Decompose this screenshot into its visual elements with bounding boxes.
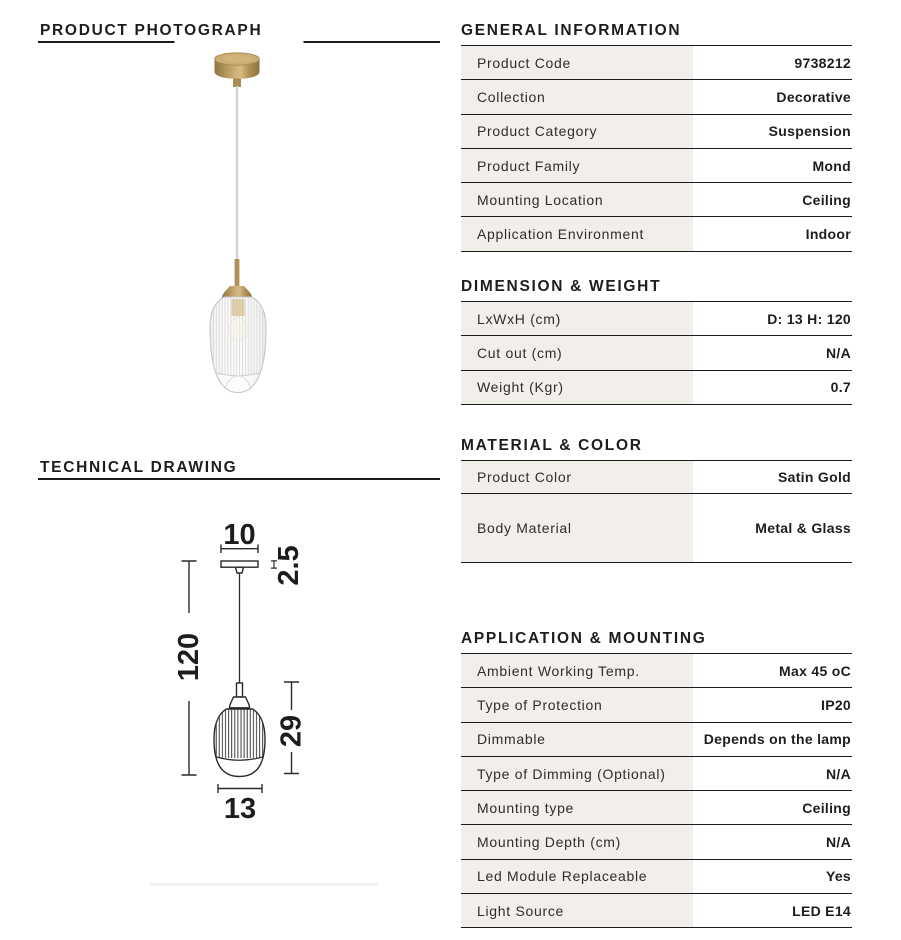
section-title: APPLICATION & MOUNTING xyxy=(461,630,707,647)
photo-section-title: PRODUCT PHOTOGRAPH xyxy=(40,22,263,39)
section-material-color xyxy=(461,437,852,563)
table-row xyxy=(461,115,852,149)
spec-label: Product Color xyxy=(461,461,693,493)
spec-label: Weight (Kgr) xyxy=(461,371,693,404)
section-application-mounting xyxy=(461,630,852,928)
table-row xyxy=(461,757,852,791)
spec-label: Dimmable xyxy=(461,723,693,756)
spec-value: N/A xyxy=(825,834,851,851)
spec-value: N/A xyxy=(825,765,851,782)
drawing-canopy-cup xyxy=(236,567,244,573)
spec-value: N/A xyxy=(825,344,851,361)
spec-label: Body Material xyxy=(461,494,693,562)
table-row xyxy=(461,654,852,688)
photo-title-underline xyxy=(38,41,440,43)
section-general-information xyxy=(461,22,852,252)
spec-value: Max 45 oC xyxy=(779,662,851,679)
section-title: GENERAL INFORMATION xyxy=(461,22,682,39)
table-row xyxy=(461,494,852,563)
spec-label: Cut out (cm) xyxy=(461,336,693,369)
table-row xyxy=(461,80,852,114)
spec-table xyxy=(461,460,852,563)
spec-label: Led Module Replaceable xyxy=(461,860,693,893)
photo-shadow-line xyxy=(150,883,378,886)
table-row xyxy=(461,302,852,336)
spec-table xyxy=(461,301,852,405)
table-row xyxy=(461,461,852,494)
table-row xyxy=(461,336,852,370)
table-row xyxy=(461,860,852,894)
dim-label-canopy-width: 10 xyxy=(223,519,256,551)
left-column xyxy=(38,15,440,925)
table-row xyxy=(461,371,852,405)
spec-label: Type of Protection xyxy=(461,688,693,721)
spec-label: Type of Dimming (Optional) xyxy=(461,757,693,790)
table-row xyxy=(461,217,852,251)
dim-label-shade-diameter: 13 xyxy=(223,793,257,825)
dim-label-total-height: 120 xyxy=(173,632,205,682)
table-row xyxy=(461,825,852,859)
spec-value: Ceiling xyxy=(802,799,851,816)
spec-value: Mond xyxy=(812,157,851,174)
spec-value: Indoor xyxy=(805,226,851,243)
spec-label: Product Code xyxy=(461,46,693,79)
section-title: MATERIAL & COLOR xyxy=(461,437,643,454)
spec-value: Ceiling xyxy=(802,191,851,208)
spec-value: Satin Gold xyxy=(778,469,851,485)
table-row xyxy=(461,183,852,217)
spec-label: Mounting Location xyxy=(461,183,693,216)
section-dimension-weight xyxy=(461,278,852,405)
table-row xyxy=(461,688,852,722)
photo-socket xyxy=(222,259,253,302)
table-row xyxy=(461,791,852,825)
drawing-shade-ribs xyxy=(214,709,265,760)
spec-value: D: 13 H: 120 xyxy=(767,310,851,327)
spec-value: Metal & Glass xyxy=(755,519,851,536)
spec-label: LxWxH (cm) xyxy=(461,302,693,335)
dim-label-canopy-thickness: 2.5 xyxy=(273,545,305,586)
spec-label: Ambient Working Temp. xyxy=(461,654,693,687)
dim-label-shade-height: 29 xyxy=(275,714,308,748)
product-photo xyxy=(38,45,440,400)
spec-label: Collection xyxy=(461,80,693,113)
table-row xyxy=(461,723,852,757)
spec-value: LED E14 xyxy=(792,902,851,919)
table-row xyxy=(461,149,852,183)
spec-table xyxy=(461,653,852,928)
spec-value: Decorative xyxy=(776,88,851,105)
spec-value: Suspension xyxy=(768,123,851,140)
table-row xyxy=(461,894,852,928)
spec-value: 0.7 xyxy=(830,379,851,396)
drawing-holder xyxy=(230,683,250,708)
spec-label: Product Family xyxy=(461,149,693,182)
drawing-canopy xyxy=(221,561,258,567)
spec-label: Light Source xyxy=(461,894,693,927)
spec-value: Yes xyxy=(825,868,851,885)
spec-label: Mounting type xyxy=(461,791,693,824)
spec-value: 9738212 xyxy=(794,54,851,71)
dim-shade-diameter xyxy=(218,784,262,793)
spec-value: Depends on the lamp xyxy=(703,731,851,748)
spec-label: Mounting Depth (cm) xyxy=(461,825,693,858)
table-row xyxy=(461,46,852,80)
spec-label: Application Environment xyxy=(461,217,693,250)
spec-table xyxy=(461,45,852,252)
photo-glass-shade xyxy=(210,297,266,393)
drawing-section-title: TECHNICAL DRAWING xyxy=(40,459,238,476)
section-title: DIMENSION & WEIGHT xyxy=(461,278,662,295)
spec-value: IP20 xyxy=(821,696,851,713)
spec-label: Product Category xyxy=(461,115,693,148)
drawing-title-underline xyxy=(38,478,440,480)
technical-drawing xyxy=(38,500,440,840)
photo-canopy xyxy=(215,53,260,87)
